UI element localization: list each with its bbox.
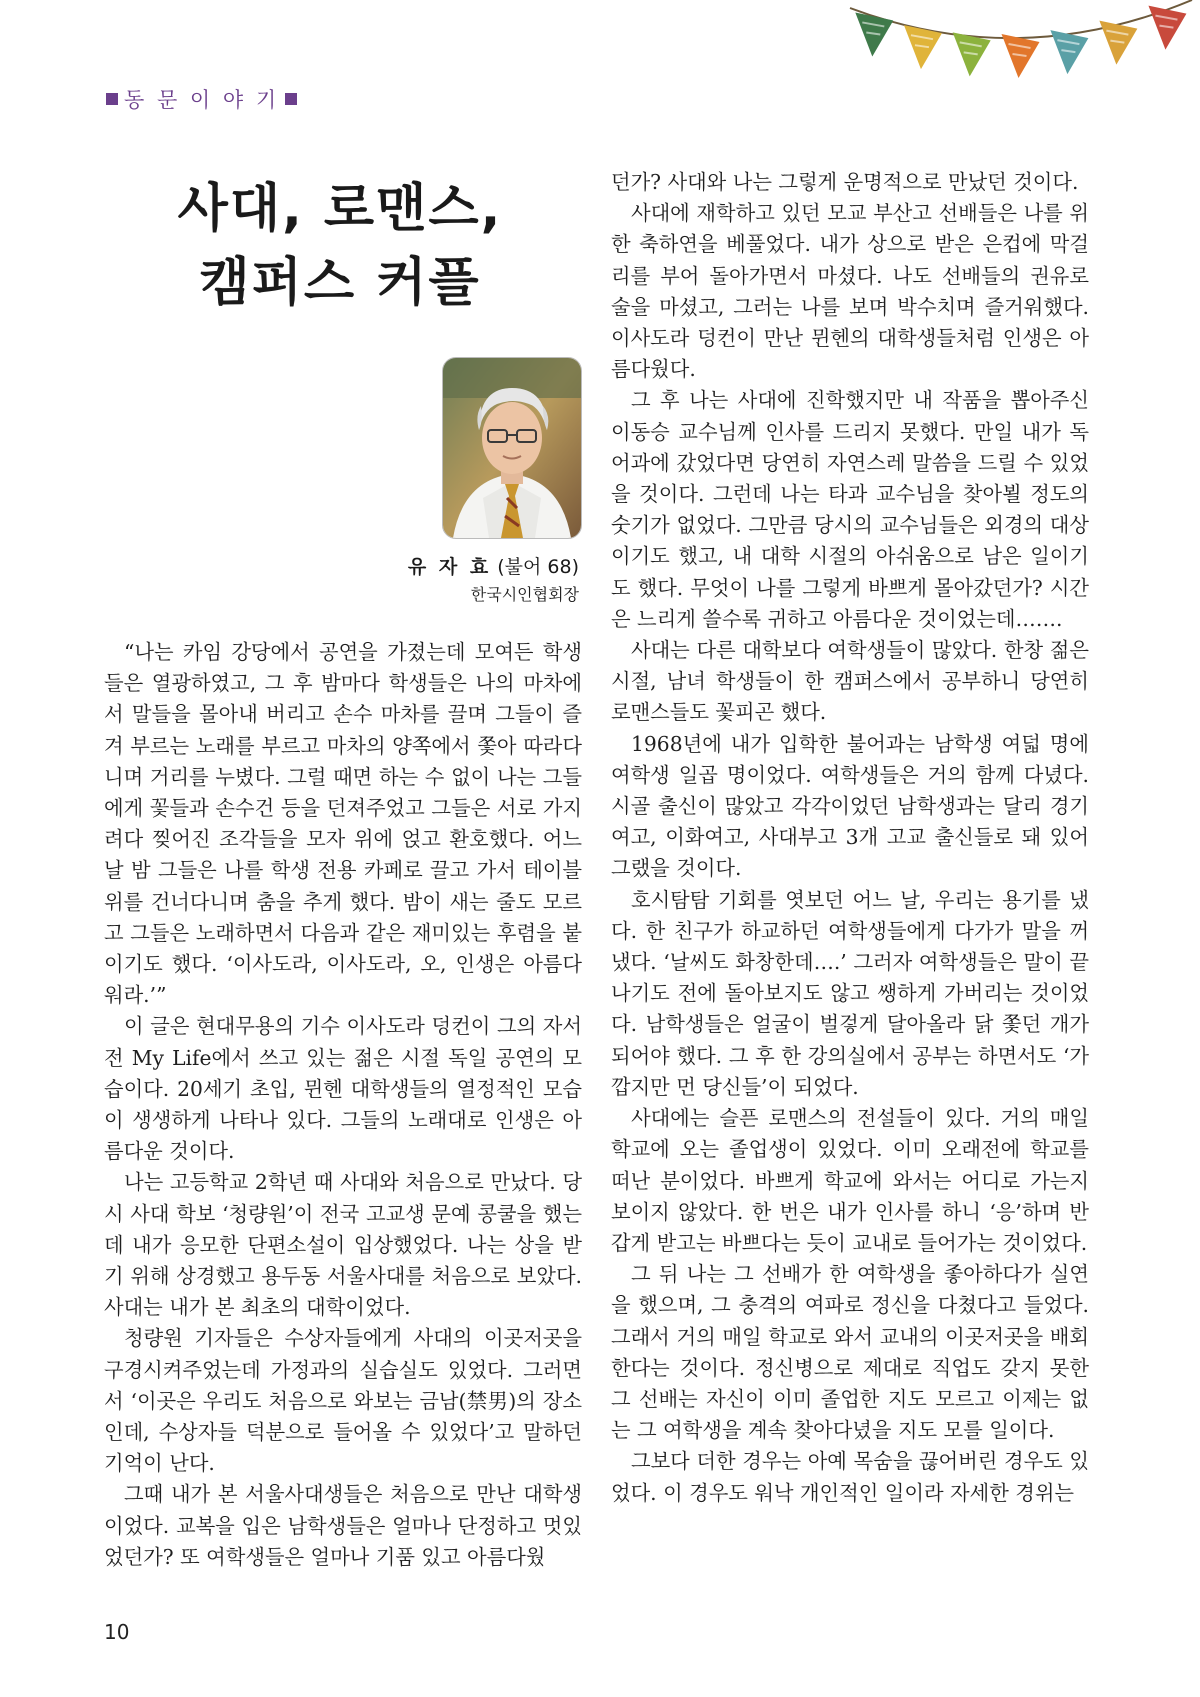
section-tag — [106, 84, 297, 114]
author-name — [408, 552, 579, 579]
article-column-left — [104, 637, 582, 1573]
paragraph: 그보다 더한 경우는 아예 목숨을 끊어버린 경우도 있었다. 이 경우도 워낙 개인적인 일이라 자세한 경위는 — [611, 1449, 1089, 1505]
paragraph: 사대에는 슬픈 로맨스의 전설들이 있다. 거의 매일 학교에 오는 졸업생이 있었다. 이미 오래전에 학교를 떠난 분이었다. 바쁘게 학교에 와서는 어디로 가는지 보이지 않았다. 한 번은 내가 인사를 하니 ‘응’하며 반갑게 받고는 바쁘다는 듯이 교내로 들어가는 것이었다. — [611, 1106, 1089, 1255]
author-photo — [442, 357, 582, 539]
paragraph: 1968년에 내가 입학한 불어과는 남학생 여덟 명에 여학생 일곱 명이었다. 여학생들은 거의 함께 다녔다. 시골 출신이 많았고 각각이었던 남학생과는 달리 경기여고, 이화여고, 사대부고 3개 고교 출신들로 돼 있어 그랬을 것이다. — [611, 731, 1089, 881]
paragraph: 이 글은 현대무용의 기수 이사도라 덩컨이 그의 자서전 My Life에서 쓰고 있는 젊은 시절 독일 공연의 모습이다. 20세기 초입, 뮌헨 대학생들의 열정적인 모습이 생생하게 나타나 있다. 그들의 노래대로 인생은 아름다운 것이다. — [104, 1014, 582, 1164]
article-column-right — [611, 167, 1089, 1509]
section-label: 동 문 이 야 기 — [124, 88, 280, 112]
paragraph: “나는 카임 강당에서 공연을 가졌는데 모여든 학생들은 열광하였고, 그 후 밤마다 학생들은 나의 마차에서 말들을 몰아내 버리고 손수 마차를 끌며 그들이 즐겨 부르는 노래를 부르고 마차의 양쪽에서 쫓아 따라다니며 거리를 누볐다. 그럴 때면 하는 수 없이 나는 그들에게 꽃들과 손수건 등을 던져주었고 그들은 서로 가지려다 찢어진 조각들을 모자 위에 얹고 환호했다. 어느 날 밤 그들은 나를 학생 전용 카페로 끌고 가서 테이블 위를 건너다니며 춤을 추게 했다. 밤이 새는 줄도 모르고 그들은 노래하면서 다음과 같은 재미있는 후렴을 붙이기도 했다. ‘이사도라, 이사도라, 오, 인생은 아름다워라.’” — [104, 640, 582, 1008]
paragraph: 호시탐탐 기회를 엿보던 어느 날, 우리는 용기를 냈다. 한 친구가 하교하던 여학생들에게 다가가 말을 꺼냈다. ‘날씨도 화창한데….’ 그러자 여학생들은 말이 끝나기도 전에 돌아보지도 않고 쌩하게 가버리는 것이었다. 남학생들은 얼굴이 벌겋게 달아올라 닭 쫓던 개가 되어야 했다. 그 후 한 강의실에서 공부는 하면서도 ‘가깝지만 먼 당신들’이 되었다. — [611, 887, 1089, 1099]
bunting-string — [850, 0, 1192, 38]
paragraph: 사대에 재학하고 있던 모교 부산고 선배들은 나를 위한 축하연을 베풀었다. 내가 상으로 받은 은컵에 막걸리를 부어 돌아가면서 마셨다. 나도 선배들의 권유로 술을 마셨고, 그러는 나를 보며 박수치며 즐거워했다. 이사도라 덩컨이 만난 뮌헨의 대학생들처럼 인생은 아름다웠다. — [611, 201, 1089, 382]
author-portrait — [443, 358, 581, 538]
title-line-1: 사대, 로맨스, — [177, 179, 503, 239]
paragraph: 던가? 사대와 나는 그렇게 운명적으로 만났던 것이다. — [611, 170, 1079, 194]
paragraph: 청량원 기자들은 수상자들에게 사대의 이곳저곳을 구경시켜주었는데 가정과의 실습실도 있었다. 그러면서 ‘이곳은 우리도 처음으로 와보는 금남(禁男)의 장소인데, 수상자들 덕분으로 들어올 수 있었다’고 말하던 기억이 난다. — [104, 1326, 582, 1476]
author-role: 한국시인협회장 — [470, 585, 579, 604]
paragraph: 나는 고등학교 2학년 때 사대와 처음으로 만났다. 당시 사대 학보 ‘청량원’이 전국 고교생 문예 콩쿨을 했는데 내가 응모한 단편소설이 입상했었다. 나는 상을 받기 위해 상경했고 용두동 서울사대를 처음으로 보았다. 사대는 내가 본 최초의 대학이었다. — [104, 1170, 582, 1320]
bunting-decoration — [830, 0, 1200, 100]
page-number: 10 — [104, 1620, 130, 1644]
paragraph: 그때 내가 본 서울사대생들은 처음으로 만난 대학생이었다. 교복을 입은 남학생들은 얼마나 단정하고 멋있었던가? 또 여학생들은 얼마나 기품 있고 아름다웠 — [104, 1482, 582, 1569]
paragraph: 그 후 나는 사대에 진학했지만 내 작품을 뽑아주신 이동승 교수님께 인사를 드리지 못했다. 만일 내가 독어과에 갔었다면 당연히 자연스레 말씀을 드릴 수 있었을 것이다. 그런데 나는 타과 교수님을 찾아뵐 정도의 숫기가 없었다. 그만큼 당시의 교수님들은 외경의 대상이기도 했고, 내 대학 시절의 아쉬움으로 남은 일이기도 했다. 무엇이 나를 그렇게 바쁘게 몰아갔던가? 시간은 느리게 쓸수록 귀하고 아름다운 것이었는데……. — [611, 388, 1089, 631]
article-title — [170, 172, 510, 320]
section-square-left — [106, 93, 118, 105]
section-square-right — [285, 93, 297, 105]
title-line-2: 캠퍼스 커플 — [199, 253, 481, 313]
author-name-text: 유 자 효 — [407, 556, 492, 578]
paragraph: 사대는 다른 대학보다 여학생들이 많았다. 한창 젊은 시절, 남녀 학생들이 한 캠퍼스에서 공부하니 당연히 로맨스들도 꽃피곤 했다. — [611, 638, 1089, 725]
author-dept: (불어 68) — [497, 556, 579, 578]
paragraph: 그 뒤 나는 그 선배가 한 여학생을 좋아하다가 실연을 했으며, 그 충격의 여파로 정신을 다쳤다고 들었다. 그래서 거의 매일 학교로 와서 교내의 이곳저곳을 배회한다는 것이다. 정신병으로 제대로 직업도 갖지 못한 그 선배는 자신이 이미 졸업한 지도 모르고 이제는 없는 그 여학생을 계속 찾아다녔을 지도 모를 일이다. — [611, 1262, 1089, 1443]
